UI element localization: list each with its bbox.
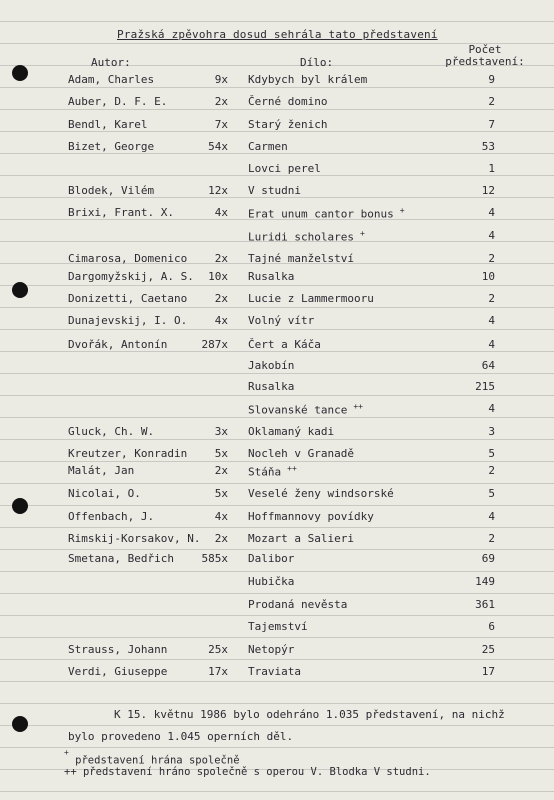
- row-performance-count: 3: [488, 425, 495, 438]
- row-author-times: 287x: [201, 338, 228, 351]
- row-work: [248, 425, 334, 438]
- row-work: [248, 292, 374, 305]
- row-performance-count: 25: [481, 643, 495, 656]
- document-title: Pražská zpěvohra dosud sehrála tato představení: [117, 28, 438, 41]
- row-work-title: Kdybych byl králem: [248, 73, 368, 86]
- punch-hole: [12, 716, 28, 732]
- table-row: [0, 532, 554, 548]
- row-work: [248, 270, 294, 283]
- row-work: [248, 552, 294, 565]
- table-row: [0, 162, 554, 178]
- row-author: Bendl, Karel: [68, 118, 148, 131]
- footnote-1-mark: +: [64, 748, 69, 757]
- table-row: [0, 487, 554, 503]
- row-author-times: 25x: [208, 643, 228, 656]
- table-row: [0, 140, 554, 156]
- row-work: [248, 447, 354, 460]
- row-author: Dunajevskij, I. O.: [68, 314, 188, 327]
- row-author: Nicolai, O.: [68, 487, 141, 500]
- row-work-title: Lucie z Lammermooru: [248, 292, 374, 305]
- row-work: [248, 338, 321, 351]
- row-performance-count: 10: [481, 270, 495, 283]
- row-footnote-mark: ++: [353, 402, 363, 411]
- table-row: [0, 575, 554, 591]
- row-author-times: 2x: [214, 464, 228, 477]
- row-performance-count: 6: [488, 620, 495, 633]
- table-row: [0, 380, 554, 396]
- row-author-times: 585x: [201, 552, 228, 565]
- row-author: Brixi, Frant. X.: [68, 206, 174, 219]
- row-author-times: 2x: [214, 252, 228, 265]
- row-performance-count: 4: [488, 338, 495, 351]
- row-author: Offenbach, J.: [68, 510, 155, 523]
- row-footnote-mark: +: [359, 229, 365, 238]
- table-row: [0, 252, 554, 268]
- count-header-line1: Počet: [468, 43, 502, 56]
- row-author: Adam, Charles: [68, 73, 155, 86]
- row-work: [248, 73, 367, 86]
- table-row: [0, 184, 554, 200]
- row-work: [248, 252, 354, 265]
- row-work: [248, 598, 347, 611]
- table-row: [0, 314, 554, 330]
- row-author-times: 10x: [208, 270, 228, 283]
- count-header-line2: představení:: [445, 55, 525, 68]
- summary-line-2: bylo provedeno 1.045 operních děl.: [68, 730, 294, 743]
- row-footnote-mark: +: [399, 206, 405, 215]
- row-work-title: Oklamaný kadi: [248, 425, 335, 438]
- row-author: Smetana, Bedřich: [68, 552, 174, 565]
- table-row: [0, 229, 554, 245]
- table-row: [0, 270, 554, 286]
- row-author: Blodek, Vilém: [68, 184, 155, 197]
- row-author-times: 2x: [214, 95, 228, 108]
- row-author-times: 4x: [214, 510, 228, 523]
- row-work: [248, 487, 394, 500]
- row-author-times: 5x: [214, 447, 228, 460]
- row-work-title: Netopýr: [248, 643, 295, 656]
- row-work-title: V studni: [248, 184, 301, 197]
- count-header: [437, 44, 533, 68]
- row-author-times: 7x: [214, 118, 228, 131]
- row-author-times: 54x: [208, 140, 228, 153]
- row-work: [248, 380, 294, 393]
- row-author: Malát, Jan: [68, 464, 135, 477]
- row-work: [248, 575, 294, 588]
- row-performance-count: 2: [488, 292, 495, 305]
- row-work: [248, 620, 308, 633]
- author-header: Autor:: [91, 56, 131, 69]
- row-author-times: 17x: [208, 665, 228, 678]
- row-author: Kreutzer, Konradin: [68, 447, 188, 460]
- row-work-title: Lovci perel: [248, 162, 321, 175]
- row-work-title: Slovanské tance: [248, 403, 348, 417]
- row-author-times: 9x: [214, 73, 228, 86]
- row-work: [248, 359, 294, 372]
- row-performance-count: 9: [488, 73, 495, 86]
- footnote-1: [64, 748, 240, 767]
- row-footnote-mark: ++: [287, 464, 297, 473]
- row-performance-count: 361: [475, 598, 495, 611]
- row-work: [248, 464, 297, 479]
- row-author-times: 5x: [214, 487, 228, 500]
- row-work: [248, 118, 327, 131]
- table-row: [0, 552, 554, 568]
- footnote-2: [64, 766, 431, 778]
- row-work: [248, 140, 288, 153]
- row-work-title: Prodaná nevěsta: [248, 598, 348, 611]
- table-row: [0, 206, 554, 222]
- table-row: [0, 359, 554, 375]
- row-work-title: Veselé ženy windsorské: [248, 487, 394, 500]
- row-author-times: 2x: [214, 532, 228, 545]
- row-performance-count: 17: [481, 665, 495, 678]
- row-work-title: Rusalka: [248, 380, 295, 393]
- row-author: Donizetti, Caetano: [68, 292, 188, 305]
- row-work: [248, 229, 365, 244]
- row-work: [248, 532, 354, 545]
- row-work-title: Erat unum cantor bonus: [248, 207, 394, 221]
- row-work-title: Hoffmannovy povídky: [248, 510, 374, 523]
- row-performance-count: 4: [488, 510, 495, 523]
- row-author: Strauss, Johann: [68, 643, 168, 656]
- row-performance-count: 215: [475, 380, 495, 393]
- row-work-title: Traviata: [248, 665, 301, 678]
- table-row: [0, 598, 554, 614]
- row-work-title: Starý ženich: [248, 118, 328, 131]
- row-work: [248, 314, 314, 327]
- table-row: [0, 118, 554, 134]
- row-work: [248, 402, 363, 417]
- row-performance-count: 4: [488, 229, 495, 242]
- row-work-title: Dalibor: [248, 552, 295, 565]
- table-row: [0, 510, 554, 526]
- row-performance-count: 4: [488, 314, 495, 327]
- row-work: [248, 95, 327, 108]
- row-performance-count: 12: [481, 184, 495, 197]
- row-work: [248, 643, 294, 656]
- row-work-title: Rusalka: [248, 270, 295, 283]
- row-work: [248, 206, 405, 221]
- summary-line-1: K 15. květnu 1986 bylo odehráno 1.035 představení, na nichž: [114, 708, 505, 721]
- row-work-title: Černé domino: [248, 95, 328, 108]
- footnote-2-text: představení hráno společně s operou V. Blodka V studni.: [82, 766, 431, 778]
- row-performance-count: 1: [488, 162, 495, 175]
- row-work-title: Tajemství: [248, 620, 308, 633]
- row-work: [248, 162, 321, 175]
- row-author: Dvořák, Antonín: [68, 338, 168, 351]
- table-row: [0, 447, 554, 463]
- row-performance-count: 4: [488, 206, 495, 219]
- table-row: [0, 464, 554, 480]
- row-performance-count: 64: [481, 359, 495, 372]
- table-row: [0, 425, 554, 441]
- row-work-title: Jakobín: [248, 359, 295, 372]
- row-work-title: Stáňa: [248, 465, 282, 479]
- row-author-times: 3x: [214, 425, 228, 438]
- row-author-times: 2x: [214, 292, 228, 305]
- footnote-1-text: představení hrána společně: [75, 754, 240, 767]
- row-author: Dargomyžskij, A. S.: [68, 270, 194, 283]
- row-work-title: Volný vítr: [248, 314, 315, 327]
- row-work-title: Mozart a Salieri: [248, 532, 354, 545]
- row-performance-count: 149: [475, 575, 495, 588]
- row-author: Verdi, Giuseppe: [68, 665, 168, 678]
- row-performance-count: 2: [488, 95, 495, 108]
- footnote-2-mark: ++: [64, 766, 77, 778]
- row-work-title: Nocleh v Granadě: [248, 447, 354, 460]
- row-performance-count: 2: [488, 252, 495, 265]
- row-performance-count: 53: [481, 140, 495, 153]
- table-row: [0, 292, 554, 308]
- table-row: [0, 620, 554, 636]
- row-work-title: Čert a Káča: [248, 338, 321, 351]
- row-author: Auber, D. F. E.: [68, 95, 168, 108]
- row-author: Gluck, Ch. W.: [68, 425, 155, 438]
- row-author: Cimarosa, Domenico: [68, 252, 188, 265]
- row-author: Rimskij-Korsakov, N.: [68, 532, 201, 545]
- table-row: [0, 402, 554, 418]
- table-row: [0, 665, 554, 681]
- row-author: Bizet, George: [68, 140, 155, 153]
- row-performance-count: 5: [488, 487, 495, 500]
- table-row: [0, 338, 554, 354]
- row-performance-count: 5: [488, 447, 495, 460]
- table-row: [0, 95, 554, 111]
- work-header: Dílo:: [300, 56, 334, 69]
- table-row: [0, 73, 554, 89]
- row-work-title: Carmen: [248, 140, 288, 153]
- row-performance-count: 2: [488, 464, 495, 477]
- row-work: [248, 665, 301, 678]
- row-work-title: Tajné manželství: [248, 252, 354, 265]
- row-performance-count: 2: [488, 532, 495, 545]
- row-work-title: Hubička: [248, 575, 295, 588]
- row-author-times: 12x: [208, 184, 228, 197]
- table-row: [0, 643, 554, 659]
- row-author-times: 4x: [214, 314, 228, 327]
- row-work: [248, 510, 374, 523]
- row-author-times: 4x: [214, 206, 228, 219]
- row-work-title: Luridi scholares: [248, 230, 354, 244]
- row-performance-count: 4: [488, 402, 495, 415]
- row-work: [248, 184, 301, 197]
- row-performance-count: 69: [481, 552, 495, 565]
- row-performance-count: 7: [488, 118, 495, 131]
